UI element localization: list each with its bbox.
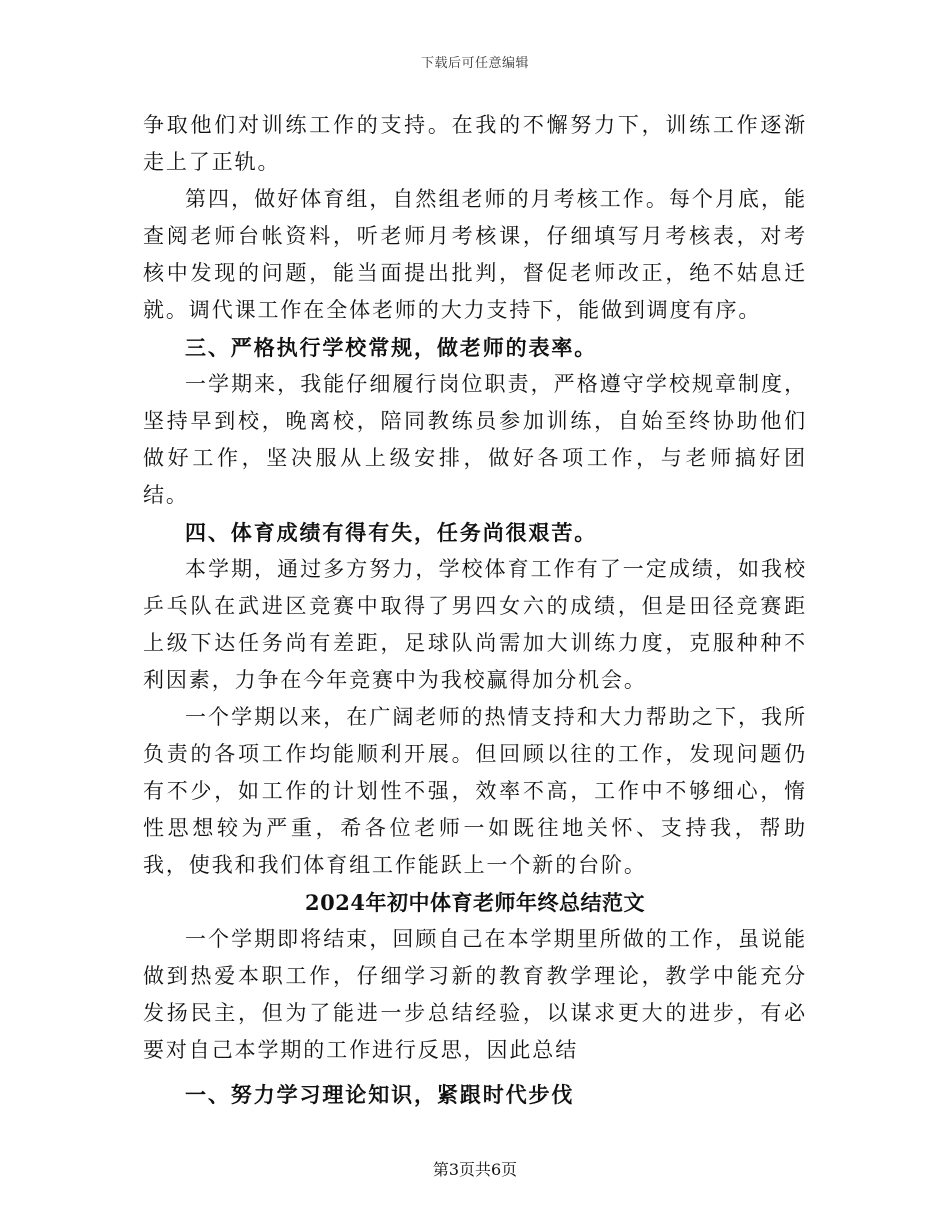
- section-heading-4: 四、体育成绩有得有失，任务尚很艰苦。: [185, 520, 598, 545]
- paragraph-intro: 一个学期即将结束，回顾自己在本学期里所做的工作，虽说能做到热爱本职工作，仔细学习新的教育教学理论，教学中能充分发扬民主，但为了能进一步总结经验，以谋求更大的进步，有必要对自己本学期的工作进行反思，因此总结: [143, 927, 807, 1062]
- section-heading-1: 一、努力学习理论知识，紧跟时代步伐: [185, 1082, 575, 1107]
- section-heading-3: 三、严格执行学校常规，做老师的表率。: [185, 335, 598, 360]
- paragraph-school-rules: 一学期来，我能仔细履行岗位职责，严格遵守学校规章制度，坚持早到校，晚离校，陪同教练员参加训练，自始至终协助他们做好工作，坚决服从上级安排，做好各项工作，与老师搞好团结。: [143, 372, 807, 507]
- page-number: 第3页共6页: [432, 1160, 518, 1179]
- paragraph-sports-results: 本学期，通过多方努力，学校体育工作有了一定成绩，如我校乒乓队在武进区竞赛中取得了男四女六的成绩，但是田径竞赛距上级下达任务尚有差距，足球队尚需加大训练力度，克服种种不利因素，力争在今年竞赛中为我校赢得加分机会。: [143, 557, 807, 692]
- page-header-note: 下载后可任意编辑: [420, 56, 529, 71]
- paragraph-semester-review: 一个学期以来，在广阔老师的热情支持和大力帮助之下，我所负责的各项工作均能顺利开展。但回顾以往的工作，发现问题仍有不少，如工作的计划性不强，效率不高，工作中不够细心，惰性思想较为严重，希各位老师一如既往地关怀、支持我，帮助我，使我和我们体育组工作能跃上一个新的台阶。: [143, 705, 807, 877]
- paragraph-training-support: 争取他们对训练工作的支持。在我的不懈努力下，训练工作逐渐走上了正轨。: [143, 113, 807, 174]
- document-body: [143, 107, 807, 1113]
- paragraph-monthly-assessment: 第四，做好体育组，自然组老师的月考核工作。每个月底，能查阅老师台帐资料，听老师月考核课，仔细填写月考核表，对考核中发现的问题，能当面提出批判，督促老师改正，绝不姑息迁就。调代课工作在全体老师的大力支持下，能做到调度有序。: [143, 187, 807, 322]
- document-title: 2024年初中体育老师年终总结范文: [305, 890, 645, 915]
